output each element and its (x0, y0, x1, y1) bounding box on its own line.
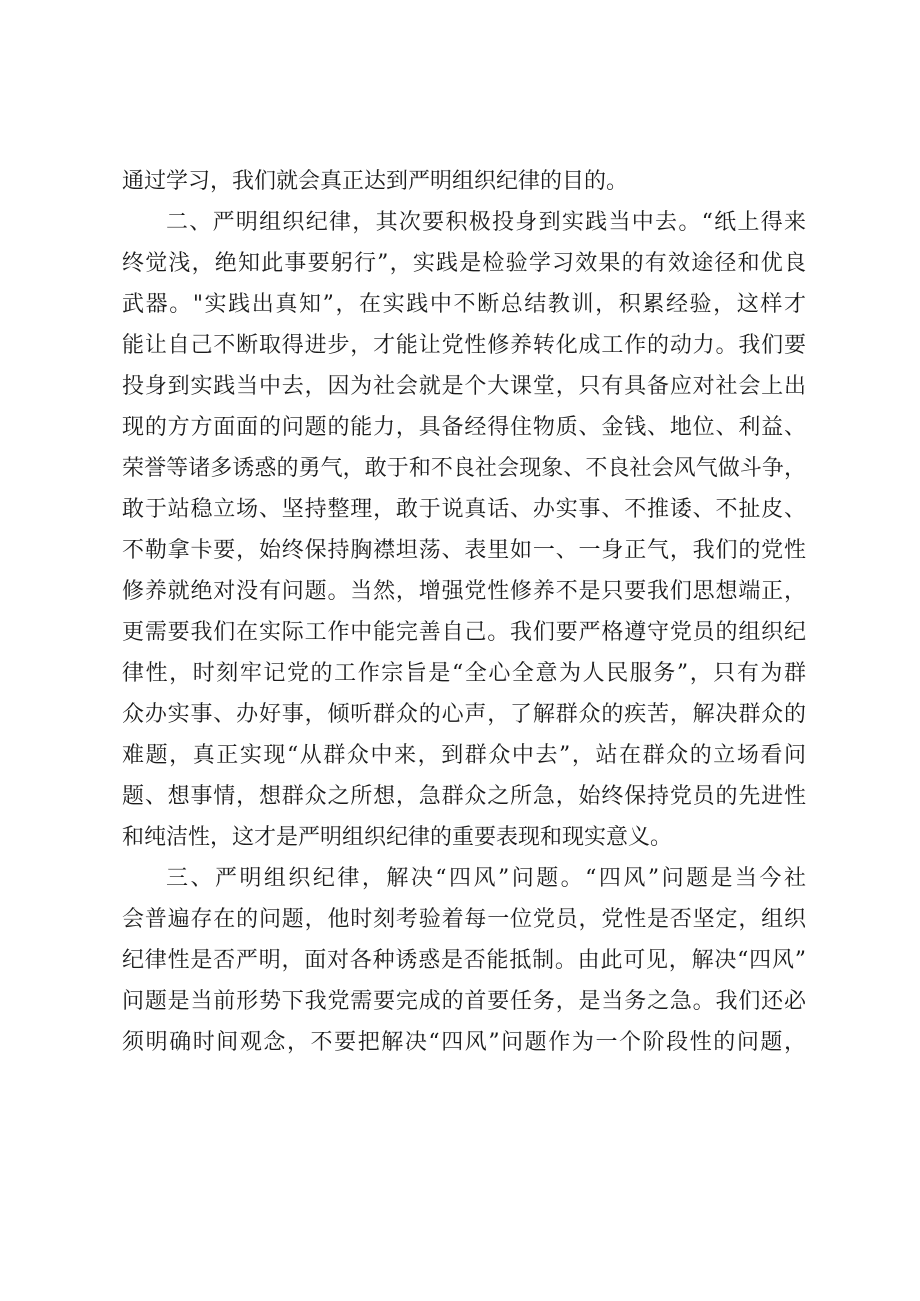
text-line: 二、严明组织纪律，其次要积极投身到实践当中去。“纸上得来 (166, 210, 806, 235)
text-line: 众办实事、办好事，倾听群众的心声，了解群众的疾苦，解决群众的 (122, 702, 806, 727)
paragraph-2 (122, 202, 806, 858)
text-line: 三、严明组织纪律，解决“四风”问题。“四风”问题是当今社 (166, 866, 806, 891)
text-line: 难题，真正实现“从群众中来，到群众中去”，站在群众的立场看问 (122, 743, 806, 768)
text-line: 不勒拿卡要，始终保持胸襟坦荡、表里如一、一身正气，我们的党性 (122, 538, 806, 563)
text-line: 荣誉等诸多诱惑的勇气，敢于和不良社会现象、不良社会风气做斗争， (122, 456, 806, 481)
text-line: 须明确时间观念，不要把解决“四风”问题作为一个阶段性的问题， (122, 1030, 806, 1055)
text-line: 能让自己不断取得进步，才能让党性修养转化成工作的动力。我们要 (122, 333, 806, 358)
text-line: 投身到实践当中去，因为社会就是个大课堂，只有具备应对社会上出 (122, 374, 806, 399)
text-line: 敢于站稳立场、坚持整理，敢于说真话、办实事、不推诿、不扯皮、 (122, 497, 806, 522)
text-line: 终觉浅，绝知此事要躬行”，实践是检验学习效果的有效途径和优良 (122, 251, 806, 276)
text-line: 武器。"实践出真知”，在实践中不断总结教训，积累经验，这样才 (122, 292, 806, 317)
text-line: 纪律性是否严明，面对各种诱惑是否能抵制。由此可见，解决“四风” (122, 948, 806, 973)
paragraph-1-tail (122, 161, 806, 202)
text-line: 通过学习，我们就会真正达到严明组织纪律的目的。 (122, 169, 629, 194)
text-line: 题、想事情，想群众之所想，急群众之所急，始终保持党员的先进性 (122, 784, 806, 809)
text-line: 更需要我们在实际工作中能完善自己。我们要严格遵守党员的组织纪 (122, 620, 806, 645)
text-line: 会普遍存在的问题，他时刻考验着每一位党员，党性是否坚定，组织 (122, 907, 806, 932)
paragraph-3 (122, 858, 806, 1063)
text-line: 和纯洁性，这才是严明组织纪律的重要表现和现实意义。 (122, 825, 673, 850)
text-line: 律性，时刻牢记党的工作宗旨是“全心全意为人民服务”，只有为群 (122, 661, 806, 686)
body-text (122, 161, 806, 1063)
text-line: 修养就绝对没有问题。当然，增强党性修养不是只要我们思想端正， (122, 579, 806, 604)
text-line: 问题是当前形势下我党需要完成的首要任务，是当务之急。我们还必 (122, 989, 806, 1014)
text-line: 现的方方面面的问题的能力，具备经得住物质、金钱、地位、利益、 (122, 415, 806, 440)
